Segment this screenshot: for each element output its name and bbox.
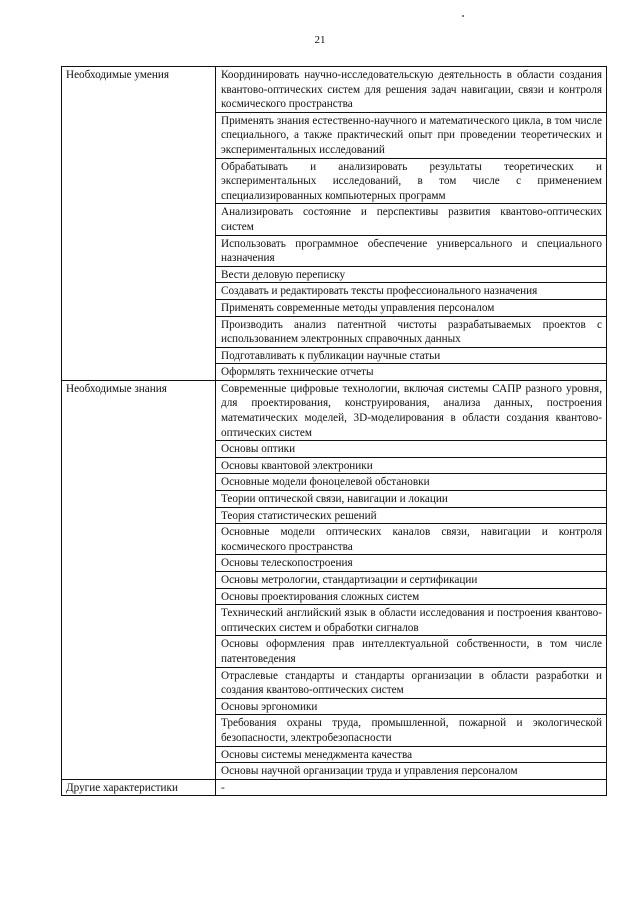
requirement-item: Оформлять технические отчеты: [216, 364, 607, 381]
table-row: [62, 380, 607, 440]
characteristics-table: [61, 66, 607, 796]
requirement-item: Основы оформления прав интеллектуальной собственности, в том числе патентоведения: [216, 636, 607, 667]
requirement-item: Требования охраны труда, промышленной, пожарной и экологической безопасности, электробезопасности: [216, 715, 607, 746]
requirement-item: Основы проектирования сложных систем: [216, 588, 607, 605]
requirement-item: Подготавливать к публикации научные статьи: [216, 347, 607, 364]
section-heading: Другие характеристики: [62, 779, 216, 796]
requirement-item: Отраслевые стандарты и стандарты организации в области разработки и создания квантово-оптических систем: [216, 667, 607, 698]
requirement-item: Производить анализ патентной чистоты разрабатываемых проектов с использованием электронных справочных данных: [216, 316, 607, 347]
page-number: 21: [314, 34, 326, 46]
section-heading: Необходимые умения: [62, 67, 216, 381]
requirement-item: Технический английский язык в области исследования и построения квантово-оптических систем и обработки сигналов: [216, 605, 607, 636]
requirement-item: Обрабатывать и анализировать результаты теоретических и экспериментальных исследований, в том числе с применением специализированных компьютерных программ: [216, 158, 607, 204]
requirement-item: Основные модели оптических каналов связи, навигации и контроля космического пространства: [216, 524, 607, 555]
requirement-item: Современные цифровые технологии, включая системы САПР разного уровня, для проектирования, конструирования, анализа данных, построения математических моделей, 3D-моделирования в области создания квантово-оптических систем: [216, 380, 607, 440]
requirement-item: Основные модели фоноцелевой обстановки: [216, 474, 607, 491]
table-row: [62, 779, 607, 796]
requirement-item: Основы системы менеджмента качества: [216, 746, 607, 763]
requirement-item: Теория статистических решений: [216, 507, 607, 524]
requirement-item: Теории оптической связи, навигации и локации: [216, 491, 607, 508]
requirement-item: Применять современные методы управления персоналом: [216, 299, 607, 316]
requirement-item: Создавать и редактировать тексты профессионального назначения: [216, 283, 607, 300]
scan-speck: [462, 15, 464, 17]
requirement-item: Основы оптики: [216, 441, 607, 458]
requirement-item: Использовать программное обеспечение универсального и специального назначения: [216, 235, 607, 266]
section-heading: Необходимые знания: [62, 380, 216, 779]
requirement-item: Основы телескопостроения: [216, 555, 607, 572]
table-row: [62, 67, 607, 113]
requirement-item: Координировать научно-исследовательскую деятельность в области создания квантово-оптических систем для решения задач навигации, связи и контроля космического пространства: [216, 67, 607, 113]
requirement-item: Основы эргономики: [216, 698, 607, 715]
requirement-item: -: [216, 779, 607, 796]
requirement-item: Анализировать состояние и перспективы развития квантово-оптических систем: [216, 204, 607, 235]
requirement-item: Основы квантовой электроники: [216, 457, 607, 474]
requirement-item: Основы научной организации труда и управления персоналом: [216, 763, 607, 780]
requirement-item: Основы метрологии, стандартизации и сертификации: [216, 572, 607, 589]
requirement-item: Вести деловую переписку: [216, 266, 607, 283]
requirement-item: Применять знания естественно-научного и математического цикла, в том числе специального, а также практический опыт при проведении теоретических и экспериментальных исследований: [216, 112, 607, 158]
